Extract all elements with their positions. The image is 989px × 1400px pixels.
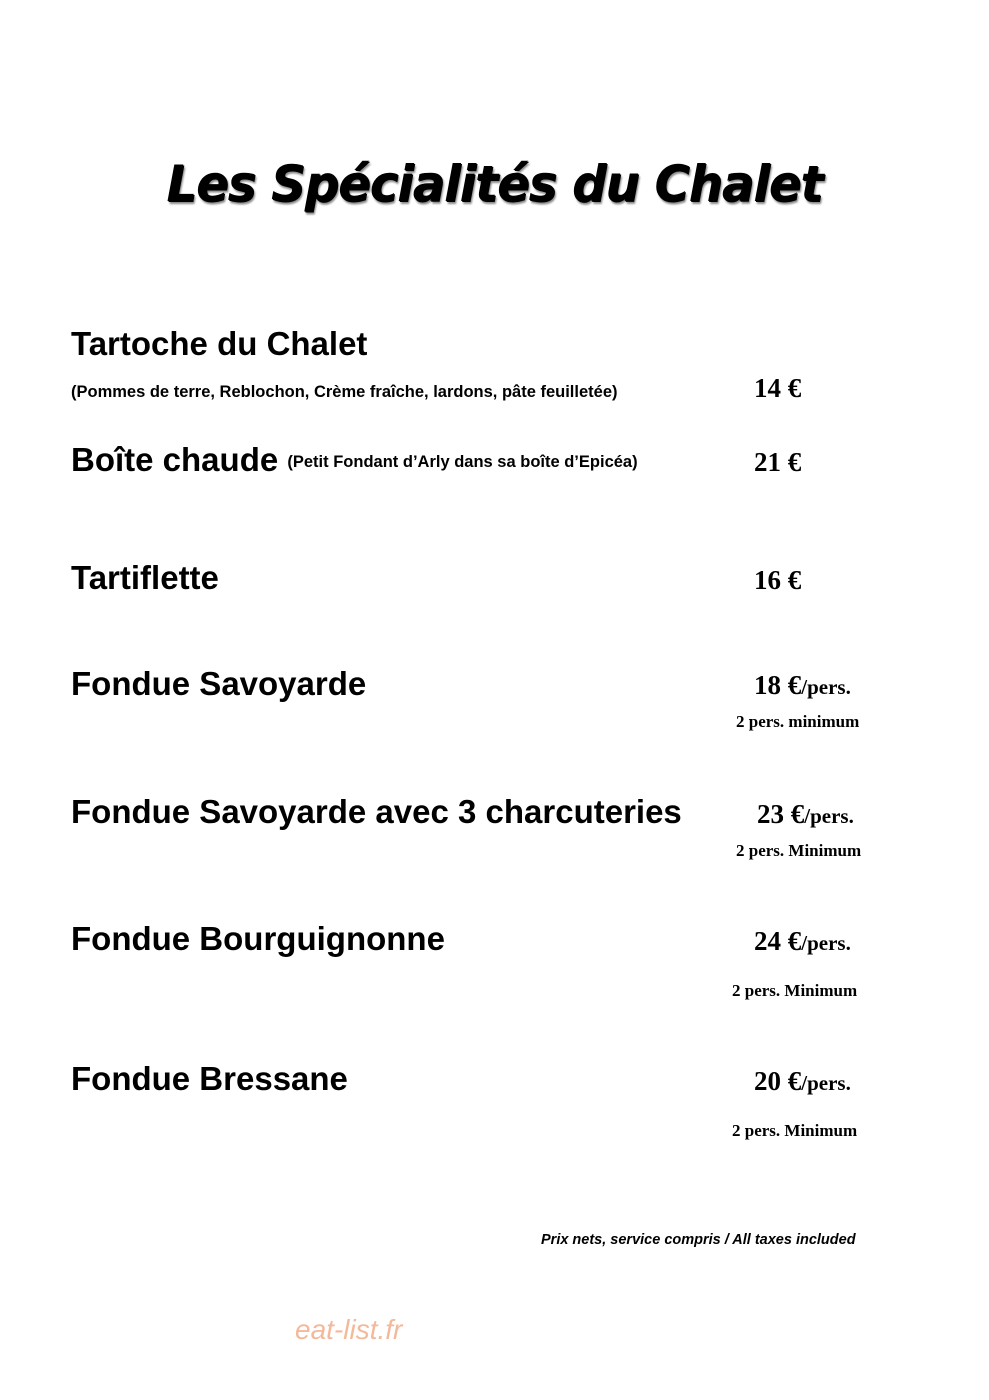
item-name-fondue-bourguignonne: Fondue Bourguignonne: [71, 920, 445, 957]
price-value: 24 €: [754, 926, 802, 956]
item-note-fondue-bourguignonne: 2 pers. Minimum: [732, 981, 858, 1000]
price-unit: /pers.: [804, 804, 854, 828]
price-unit: /pers.: [801, 1071, 851, 1095]
item-note-fondue-savoyarde: 2 pers. minimum: [736, 712, 860, 731]
item-name-boite-chaude: Boîte chaude: [71, 441, 279, 478]
footer-note: Prix nets, service compris / All taxes included: [541, 1232, 856, 1248]
item-price-tartoche: 14 €: [754, 373, 802, 403]
item-price-fondue-bourguignonne: [754, 926, 851, 957]
price-unit: /pers.: [801, 675, 851, 699]
price-value: 18 €: [754, 670, 802, 700]
item-price-fondue-savoyarde: [754, 670, 851, 701]
watermark: eat-list.fr: [295, 1314, 403, 1345]
item-note-fondue-bressane: 2 pers. Minimum: [732, 1121, 858, 1140]
item-price-boite-chaude: 21 €: [754, 447, 802, 477]
item-name-fondue-savoyarde: Fondue Savoyarde: [71, 665, 367, 702]
item-name-fondue-bressane: Fondue Bressane: [71, 1060, 348, 1097]
item-name-tartoche: Tartoche du Chalet: [71, 325, 368, 362]
price-value: 20 €: [754, 1066, 802, 1096]
price-value: 23 €: [757, 799, 805, 829]
menu-title: Les Spécialités du Chalet: [166, 155, 823, 213]
item-price-fondue-savoyarde-charcuteries: [757, 799, 854, 830]
item-description-boite-chaude: (Petit Fondant d’Arly dans sa boîte d’Epicéa): [287, 453, 638, 471]
price-unit: /pers.: [801, 931, 851, 955]
item-price-tartiflette: 16 €: [754, 565, 802, 595]
item-row-boite-chaude: [71, 441, 638, 479]
item-note-fondue-savoyarde-charcuteries: 2 pers. Minimum: [736, 841, 862, 860]
item-name-tartiflette: Tartiflette: [71, 559, 219, 596]
item-name-fondue-savoyarde-charcuteries: Fondue Savoyarde avec 3 charcuteries: [71, 793, 682, 830]
item-price-fondue-bressane: [754, 1066, 851, 1097]
item-description-tartoche: (Pommes de terre, Reblochon, Crème fraîche, lardons, pâte feuilletée): [71, 383, 618, 401]
